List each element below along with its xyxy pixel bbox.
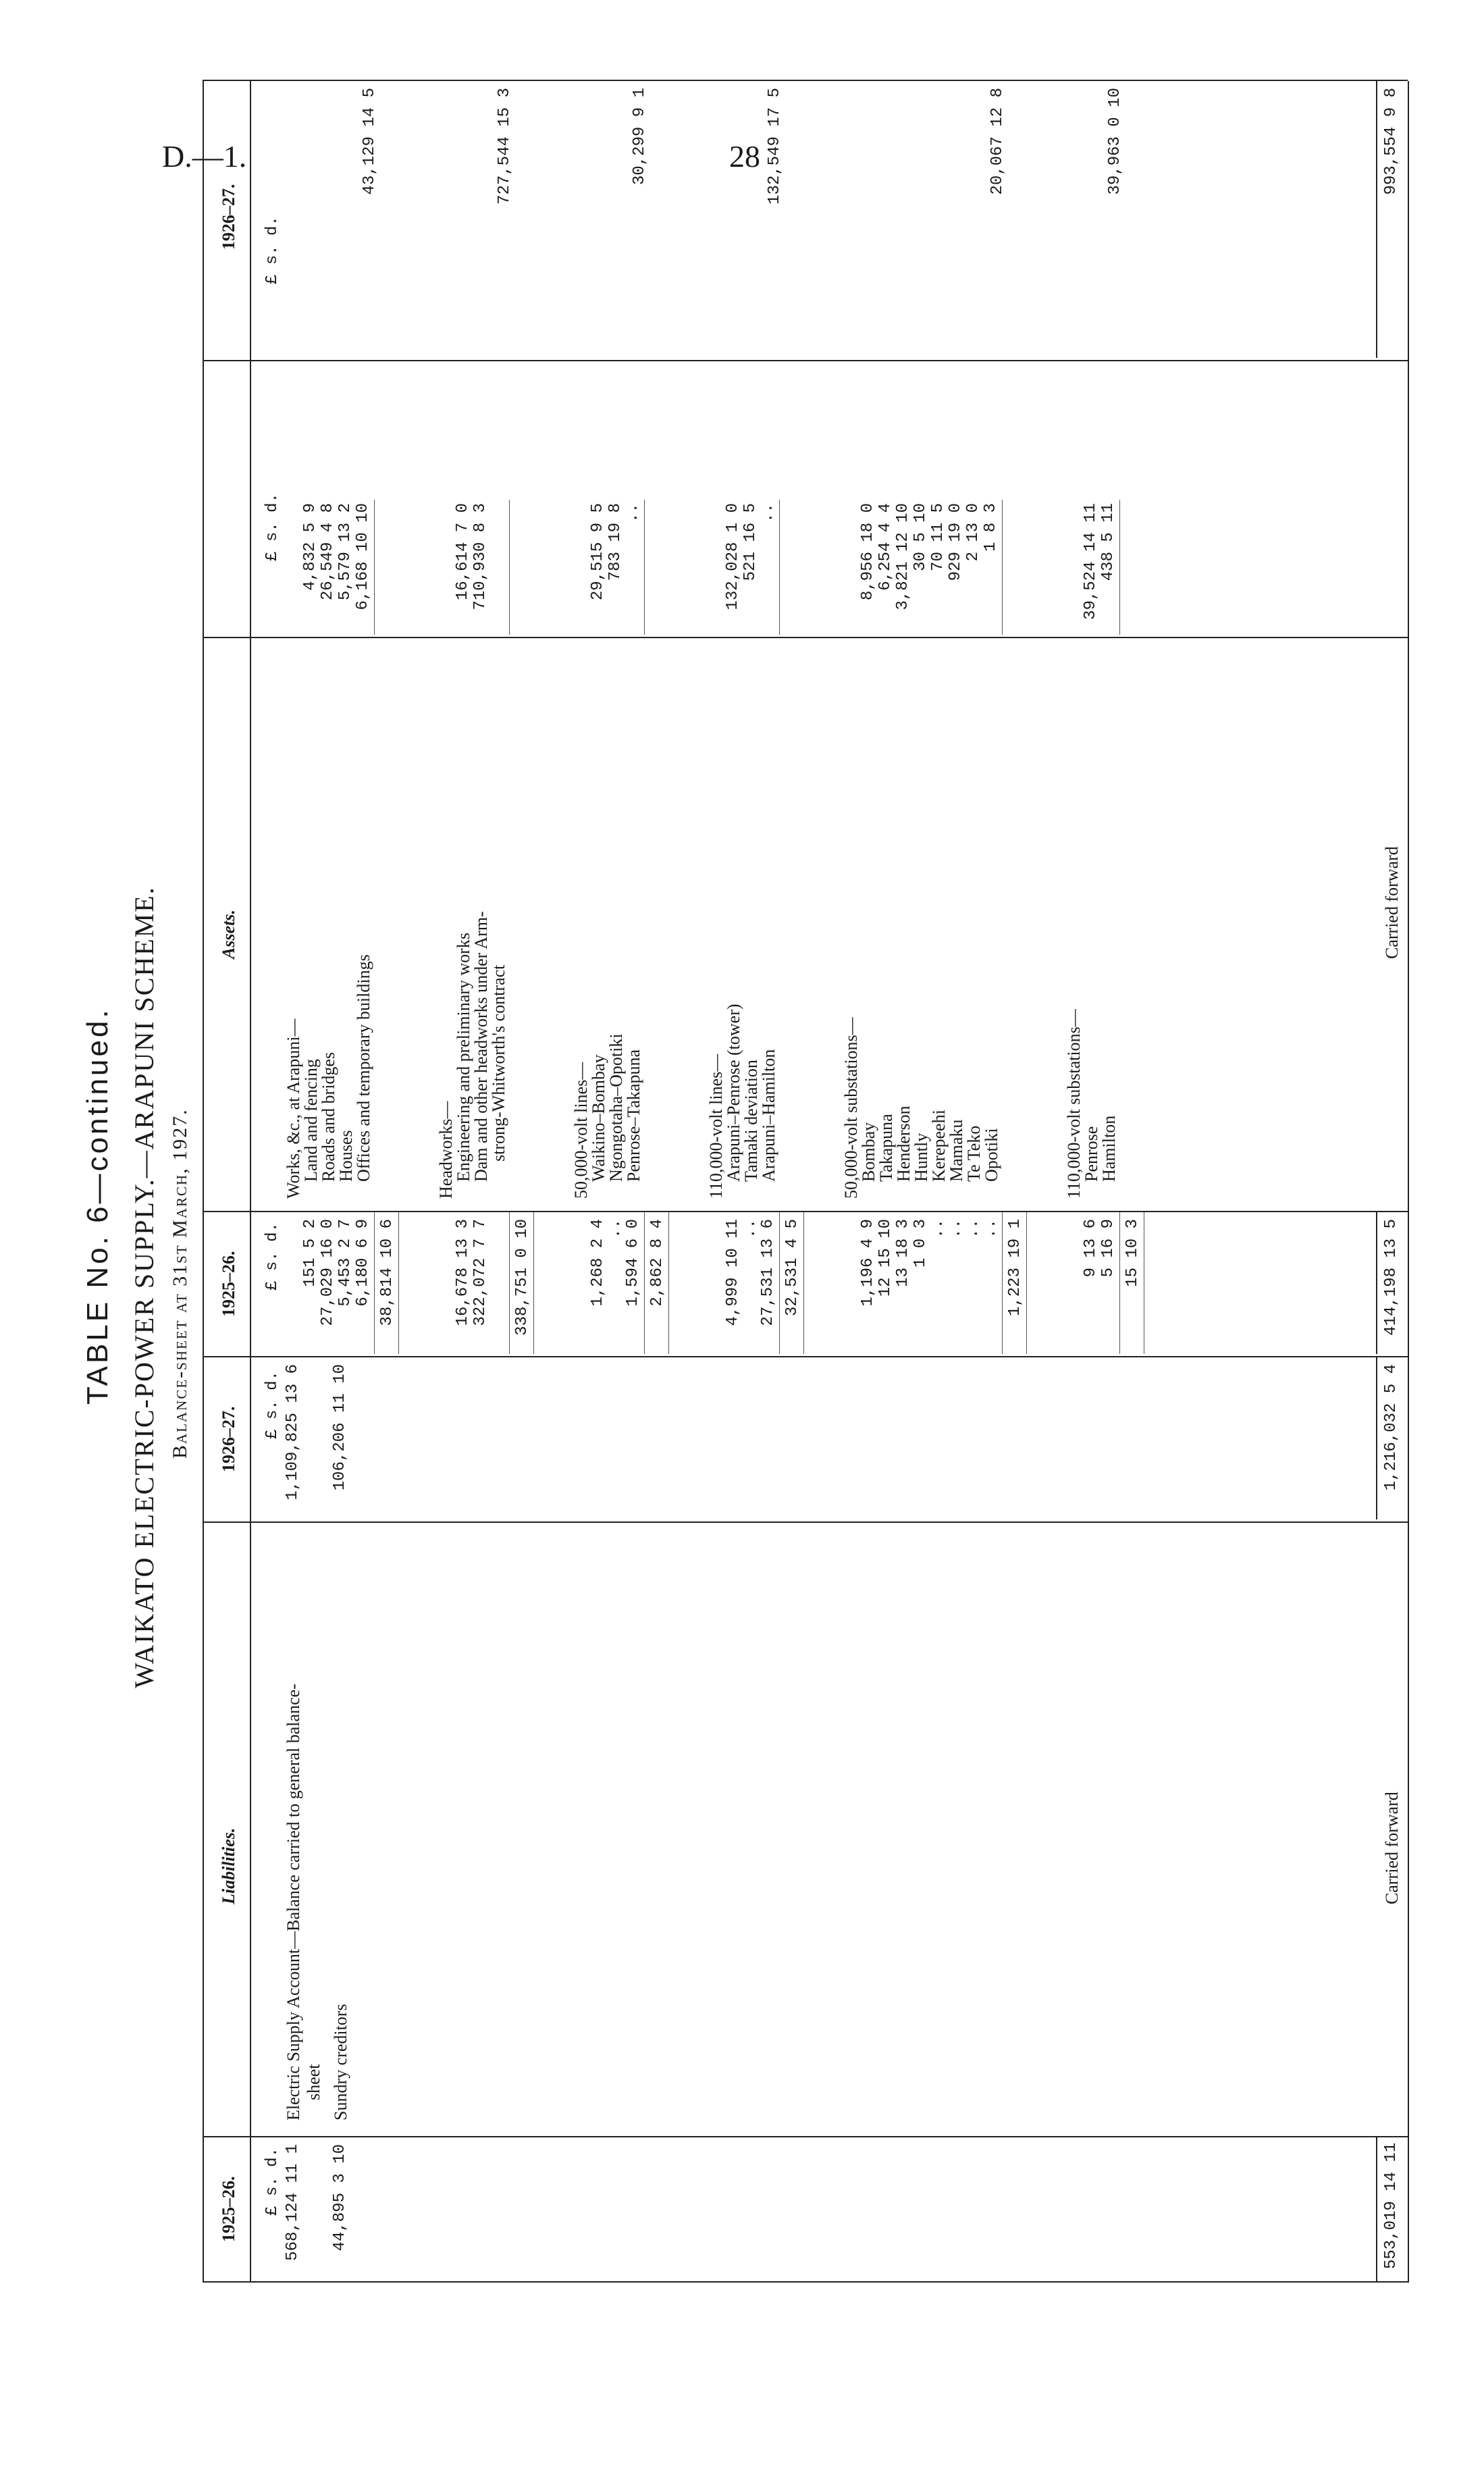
asset-item-label: Bombay <box>859 1122 878 1182</box>
asset-prev-value: .. <box>929 1219 947 1239</box>
liability-carried-prev: 553,019 14 11 <box>1382 2142 1400 2269</box>
col-head-cur-assets: 1926–27. <box>219 184 238 250</box>
asset-subtotal-prev: 32,531 4 5 <box>783 1219 801 1317</box>
asset-prev-value: 16,678 13 3 <box>454 1219 472 1326</box>
asset-detail-value: 70 11 5 <box>929 503 947 571</box>
table-top-rule <box>203 81 204 2283</box>
total-rule <box>1376 2137 1377 2283</box>
asset-detail-value: 1 8 3 <box>982 503 1000 552</box>
asset-item-label: Waikino–Bombay <box>589 1054 608 1182</box>
asset-group-heading: Headworks— <box>436 1101 456 1199</box>
liability-label: Electric Supply Account—Balance carried to general balance- <box>284 1684 303 2120</box>
liability-carried-cur: 1,216,032 5 4 <box>1382 1364 1400 1491</box>
asset-item-label: Kerepeehi <box>929 1110 949 1182</box>
col-head-assets: Assets. <box>219 910 238 959</box>
asset-group-heading: Works, &c., at Arapuni— <box>284 1018 303 1199</box>
asset-item-label: Penrose–Takapuna <box>624 1049 643 1182</box>
col-divider-1 <box>203 2136 1408 2137</box>
asset-item-label: Arapuni–Penrose (tower) <box>724 1004 743 1182</box>
asset-detail-value: 4,832 5 9 <box>301 503 319 591</box>
asset-carried-prev: 414,198 13 5 <box>1382 1219 1400 1336</box>
currency-units: £ s. d. <box>263 2147 282 2216</box>
asset-prev-value: .. <box>741 1219 760 1239</box>
table-bottom-rule <box>1408 81 1409 2283</box>
col-divider-3 <box>203 1356 1408 1357</box>
asset-prev-value: .. <box>947 1219 965 1239</box>
currency-units: £ s. d. <box>263 216 282 284</box>
asset-item-label: Penrose <box>1082 1126 1101 1182</box>
asset-prev-value: .. <box>964 1219 982 1239</box>
col-head-liabilities: Liabilities. <box>219 1827 238 1904</box>
subtotal-rule <box>374 1212 375 1354</box>
asset-item-label: Dam and other headworks under Arm- <box>471 911 491 1182</box>
asset-group-heading: 110,000-volt substations— <box>1064 1009 1084 1199</box>
asset-detail-value: .. <box>759 503 777 523</box>
subtotal-rule <box>1119 1212 1120 1354</box>
col-divider-5 <box>203 637 1408 638</box>
liability-cur-value: 1,109,825 13 6 <box>284 1364 302 1501</box>
asset-detail-value: 6,254 4 4 <box>876 503 895 591</box>
asset-prev-value: 27,531 13 6 <box>759 1219 777 1326</box>
asset-item-label: Land and fencing <box>301 1059 321 1182</box>
asset-subtotal-prev: 38,814 10 6 <box>378 1219 396 1326</box>
header-rule <box>250 81 251 2283</box>
asset-prev-value: 322,072 7 7 <box>471 1219 489 1326</box>
total-rule <box>1376 1212 1377 1354</box>
asset-subtotal-cur: 43,129 14 5 <box>361 88 379 195</box>
col-divider-2 <box>203 1521 1408 1523</box>
col-head-cur-liab: 1926–27. <box>219 1406 238 1472</box>
asset-subtotal-cur: 727,544 15 3 <box>496 88 514 205</box>
asset-item-label: Mamaku <box>947 1119 966 1182</box>
asset-prev-value: .. <box>982 1219 1000 1239</box>
liability-label: Sundry creditors <box>331 2004 350 2120</box>
subtotal-rule <box>779 500 780 635</box>
asset-subtotal-prev: 1,223 19 1 <box>1006 1219 1024 1317</box>
subtotal-rule <box>1119 500 1120 635</box>
carried-forward-label: Carried forward <box>1382 1792 1402 1904</box>
asset-subtotal-prev: 15 10 3 <box>1123 1219 1142 1287</box>
liability-cur-value: 106,206 11 10 <box>331 1364 349 1491</box>
frame-right <box>203 80 1408 81</box>
subtotal-rule <box>668 1212 669 1354</box>
asset-detail-value: 39,524 14 11 <box>1082 503 1100 620</box>
asset-item-label: Arapuni–Hamilton <box>759 1049 778 1182</box>
currency-units: £ s. d. <box>263 1371 282 1439</box>
subtotal-rule <box>1002 1212 1003 1354</box>
liability-label: sheet <box>304 2064 323 2100</box>
asset-prev-value: 1 0 3 <box>911 1219 930 1268</box>
frame-left <box>203 2281 1408 2283</box>
asset-detail-value: 132,028 1 0 <box>724 503 742 610</box>
asset-prev-value: 12 15 10 <box>876 1219 895 1297</box>
currency-units: £ s. d. <box>263 493 282 561</box>
subtotal-rule <box>803 1212 804 1354</box>
asset-prev-value: 13 18 3 <box>894 1219 912 1287</box>
total-rule <box>1376 1357 1377 1519</box>
assets-carried-forward-label: Carried forward <box>1382 846 1402 959</box>
asset-item-label: Roads and bridges <box>319 1051 338 1182</box>
asset-subtotal-cur: 20,067 12 8 <box>988 88 1007 195</box>
asset-prev-value: 1,196 4 9 <box>859 1219 877 1307</box>
asset-detail-value: 783 19 8 <box>606 503 625 581</box>
asset-item-label: Huntly <box>911 1133 931 1182</box>
asset-detail-value: 26,549 4 8 <box>319 503 337 601</box>
asset-prev-value: 4,999 10 11 <box>724 1219 742 1326</box>
balance-sheet-subtitle: Balance-sheet at 31st March, 1927. <box>169 1108 191 1459</box>
col-divider-6 <box>203 360 1408 361</box>
currency-units: £ s. d. <box>263 1222 282 1291</box>
asset-detail-value: 3,821 12 10 <box>894 503 912 610</box>
asset-item-label: Ngongotaha–Opotiki <box>606 1033 626 1182</box>
asset-detail-value: 710,930 8 3 <box>471 503 489 610</box>
liability-prev-value: 44,895 3 10 <box>331 2144 349 2251</box>
asset-detail-value: 438 5 11 <box>1099 503 1117 581</box>
asset-detail-value: 29,515 9 5 <box>589 503 607 601</box>
subtotal-rule <box>644 500 645 635</box>
subtotal-rule <box>509 1212 510 1354</box>
asset-prev-value: 1,268 2 4 <box>589 1219 607 1307</box>
asset-item-label: Henderson <box>894 1105 913 1182</box>
asset-item-label: Houses <box>336 1130 356 1182</box>
asset-detail-value: 2 13 0 <box>964 503 982 562</box>
col-head-prev-liab: 1925–26. <box>219 2176 238 2242</box>
asset-item-label: Opotiki <box>982 1128 1001 1182</box>
scheme-title: WAIKATO ELECTRIC-POWER SUPPLY.—ARAPUNI SCHEME. <box>129 886 159 1688</box>
asset-prev-value: 5 16 9 <box>1099 1219 1117 1278</box>
asset-detail-value: 929 19 0 <box>947 503 965 581</box>
asset-group-heading: 50,000-volt lines— <box>571 1062 591 1199</box>
subtotal-rule <box>779 1212 780 1354</box>
asset-item-label: strong-Whitworth's contract <box>489 964 508 1162</box>
asset-subtotal-prev: 338,751 0 10 <box>513 1219 531 1336</box>
asset-prev-value: 1,594 6 0 <box>624 1219 642 1307</box>
asset-item-label: Te Teko <box>964 1125 984 1182</box>
asset-prev-value: .. <box>606 1219 625 1239</box>
asset-detail-value: 5,579 13 2 <box>336 503 354 601</box>
asset-item-label: Tamaki deviation <box>741 1060 761 1182</box>
asset-group-heading: 110,000-volt lines— <box>706 1053 726 1199</box>
subtotal-rule <box>644 1212 645 1354</box>
asset-item-label: Takapuna <box>876 1114 896 1182</box>
asset-carried-cur: 993,554 9 8 <box>1382 88 1400 195</box>
asset-prev-value: 9 13 6 <box>1082 1219 1100 1278</box>
asset-item-label: Offices and temporary buildings <box>354 954 373 1182</box>
asset-group-heading: 50,000-volt substations— <box>841 1017 861 1199</box>
asset-detail-value: 6,168 10 10 <box>354 503 372 610</box>
asset-item-label: Engineering and preliminary works <box>454 933 473 1182</box>
liability-prev-value: 568,124 11 1 <box>284 2144 302 2261</box>
asset-item-label: Hamilton <box>1099 1115 1119 1182</box>
asset-subtotal-cur: 132,549 17 5 <box>766 88 784 205</box>
asset-detail-value: .. <box>624 503 642 523</box>
subtotal-rule <box>1026 1212 1027 1354</box>
total-rule <box>1376 81 1377 358</box>
subtotal-rule <box>398 1212 399 1354</box>
document-id: D.—1. <box>162 139 247 174</box>
asset-detail-value: 8,956 18 0 <box>859 503 877 601</box>
subtotal-rule <box>1002 500 1003 635</box>
asset-prev-value: 6,180 6 9 <box>354 1219 372 1307</box>
asset-prev-value: 27,029 16 0 <box>319 1219 337 1326</box>
asset-prev-value: 151 5 2 <box>301 1219 319 1287</box>
subtotal-rule <box>509 500 510 635</box>
rotated-table <box>81 54 1484 2283</box>
asset-subtotal-prev: 2,862 8 4 <box>648 1219 666 1307</box>
asset-detail-value: 30 5 10 <box>911 503 930 571</box>
asset-subtotal-cur: 30,299 9 1 <box>631 88 649 186</box>
page-number: 28 <box>729 139 760 174</box>
asset-detail-value: 16,614 7 0 <box>454 503 472 601</box>
col-divider-4 <box>203 1211 1408 1212</box>
asset-prev-value: 5,453 2 7 <box>336 1219 354 1307</box>
asset-detail-value: 521 16 5 <box>741 503 760 581</box>
col-head-prev-assets: 1925–26. <box>219 1251 238 1317</box>
subtotal-rule <box>374 500 375 635</box>
subtotal-rule <box>533 1212 534 1354</box>
asset-subtotal-cur: 39,963 0 10 <box>1106 88 1124 195</box>
table-number: TABLE No. 6—continued. <box>81 1007 114 1405</box>
